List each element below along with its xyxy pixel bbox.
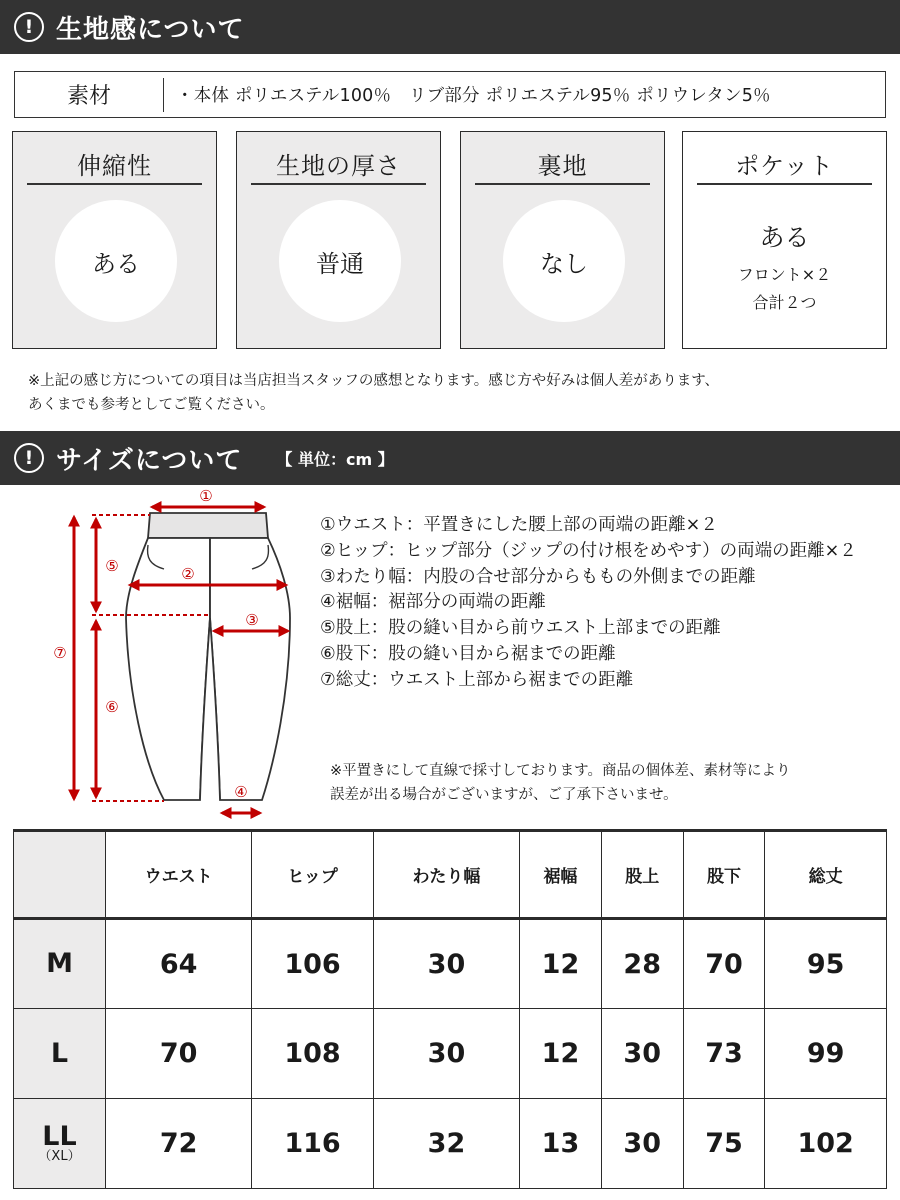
cell-hem: 12 <box>520 1009 602 1099</box>
cell-hem: 12 <box>520 919 602 1009</box>
cell-length: 102 <box>765 1099 887 1189</box>
legend-item-waist: ①ウエスト：平置きにした腰上部の両端の距離×２ <box>320 515 718 535</box>
cell-length: 95 <box>765 919 887 1009</box>
header-thigh: わたり幅 <box>373 831 519 919</box>
header-inseam: 股下 <box>683 831 765 919</box>
feature-title: 裏地 <box>537 152 588 180</box>
cell-rise: 30 <box>601 1099 683 1189</box>
marker-5: ⑤ <box>105 557 119 575</box>
header-waist: ウエスト <box>106 831 252 919</box>
cell-inseam: 73 <box>683 1009 765 1099</box>
fabric-section-title: 生地感について <box>56 14 245 45</box>
marker-2: ② <box>181 565 195 583</box>
cell-length: 99 <box>765 1009 887 1099</box>
cell-hem: 13 <box>520 1099 602 1189</box>
marker-4: ④ <box>234 783 248 801</box>
unit-label: 【 単位：cm 】 <box>276 449 394 469</box>
cell-waist: 72 <box>106 1099 252 1189</box>
exclamation-icon: ! <box>14 12 44 42</box>
marker-7: ⑦ <box>53 644 67 662</box>
material-row <box>14 71 886 118</box>
marker-6: ⑥ <box>105 698 119 716</box>
cell-rise: 28 <box>601 919 683 1009</box>
cell-inseam: 75 <box>683 1099 765 1189</box>
cell-thigh: 32 <box>373 1099 519 1189</box>
fabric-note-line: あくまでも参考としてご覧ください。 <box>28 397 275 413</box>
cell-thigh: 30 <box>373 919 519 1009</box>
feature-card-lining <box>460 131 665 349</box>
fabric-note <box>28 369 719 417</box>
fabric-note-line: ※上記の感じ方についての項目は当店担当スタッフの感想となります。感じ方や好みは個人差があります、 <box>28 373 720 389</box>
cell-hip: 108 <box>252 1009 374 1099</box>
fabric-section-header <box>0 0 900 54</box>
size-label: M <box>14 919 106 1009</box>
feature-divider <box>475 183 650 185</box>
cell-waist: 64 <box>106 919 252 1009</box>
feature-card-stretch <box>12 131 217 349</box>
size-note-line: 誤差が出る場合がございますが、ご了承下さいませ。 <box>330 787 678 803</box>
size-note <box>330 759 791 807</box>
size-table-corner <box>14 831 106 919</box>
size-label: LL （XL） <box>14 1099 106 1189</box>
exclamation-icon: ! <box>14 443 44 473</box>
cell-rise: 30 <box>601 1009 683 1099</box>
header-hem: 裾幅 <box>520 831 602 919</box>
cell-hip: 106 <box>252 919 374 1009</box>
measurement-legend <box>320 513 857 694</box>
size-section-title: サイズについて <box>56 445 243 476</box>
pocket-detail-front: フロント×２ <box>737 265 832 284</box>
cell-thigh: 30 <box>373 1009 519 1099</box>
material-label: 素材 <box>66 84 111 109</box>
pocket-detail-total: 合計２つ <box>752 293 817 312</box>
size-label: L <box>14 1009 106 1099</box>
size-note-line: ※平置きにして直線で採寸しております。商品の個体差、素材等により <box>330 763 791 779</box>
header-length: 総丈 <box>765 831 887 919</box>
feature-card-thickness <box>236 131 441 349</box>
size-table-header <box>14 831 887 919</box>
cell-waist: 70 <box>106 1009 252 1099</box>
feature-title: ポケット <box>735 152 834 180</box>
header-rise: 股上 <box>601 831 683 919</box>
feature-value: 普通 <box>279 200 401 322</box>
feature-value: ある <box>55 200 177 322</box>
legend-item-thigh: ③わたり幅：内股の合せ部分からももの外側までの距離 <box>320 566 756 587</box>
pants-diagram <box>40 483 310 823</box>
pants-outline <box>126 513 290 800</box>
legend-item-hem: ④裾幅：裾部分の両端の距離 <box>320 592 546 613</box>
legend-item-length: ⑦総丈：ウエスト上部から裾までの距離 <box>320 669 634 690</box>
feature-divider <box>251 183 426 185</box>
legend-item-rise: ⑤股上：股の縫い目から前ウエスト上部までの距離 <box>320 618 721 639</box>
feature-divider <box>27 183 202 185</box>
feature-value: ある <box>759 223 810 252</box>
header-hip: ヒップ <box>252 831 374 919</box>
legend-item-inseam: ⑥股下：股の縫い目から裾までの距離 <box>320 643 616 664</box>
feature-divider <box>697 183 872 185</box>
table-row <box>14 1099 887 1189</box>
size-sublabel: （XL） <box>38 1148 81 1164</box>
size-section-header <box>0 431 900 485</box>
feature-title: 生地の厚さ <box>276 152 401 180</box>
table-row <box>14 1009 887 1099</box>
cell-inseam: 70 <box>683 919 765 1009</box>
size-table <box>13 829 887 1189</box>
cell-hip: 116 <box>252 1099 374 1189</box>
material-value: ・本体 ポリエステル100％ リブ部分 ポリエステル95％ ポリウレタン5％ <box>176 86 771 106</box>
feature-card-pocket <box>682 131 887 349</box>
table-row <box>14 919 887 1009</box>
feature-title: 伸縮性 <box>77 152 152 180</box>
marker-3: ③ <box>245 611 259 629</box>
feature-value: なし <box>503 200 625 322</box>
legend-item-hip: ②ヒップ：ヒップ部分（ジップの付け根をめやす）の両端の距離×２ <box>320 540 857 561</box>
material-divider <box>163 78 164 112</box>
marker-1: ① <box>199 487 213 505</box>
